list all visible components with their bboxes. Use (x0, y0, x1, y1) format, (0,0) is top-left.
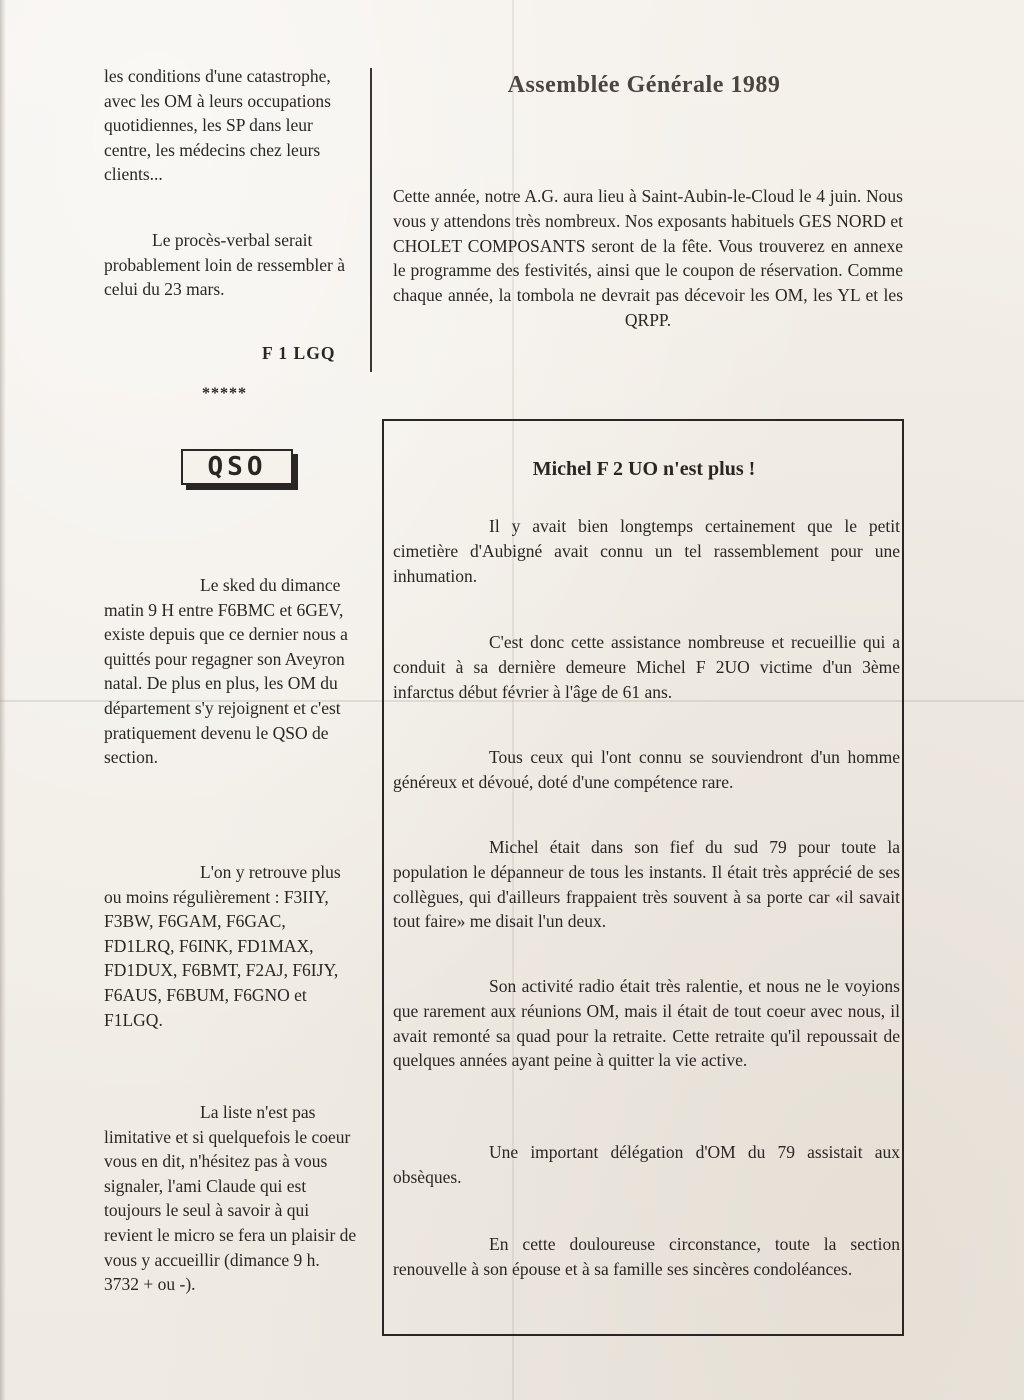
left-proces-verbal-paragraph: Le procès-verbal serait probablement loin de ressembler à celui du 23 mars. (104, 230, 346, 300)
qso-paragraph-callsigns: L'on y retrouve plus ou moins régulièrement : F3IIY, F3BW, F6GAM, F6GAC, FD1LRQ, F6INK, FD1MAX, FD1DUX, F6BMT, F2AJ, F6IJY, F6AUS, F6BUM, F6GNO et F1LGQ. (104, 862, 341, 1030)
left-intro-paragraph: les conditions d'une catastrophe, avec les OM à leurs occupations quotidiennes, les SP dans leur centre, les médecins chez leurs clients... (104, 66, 331, 185)
section-separator: ***** (202, 385, 247, 402)
column-divider (370, 68, 372, 372)
obituary-paragraph: Il y avait bien longtemps certainement que le petit cimetière d'Aubigné avait connu un tel rassemblement pour une inhumation. (393, 516, 900, 586)
obituary-paragraph: Tous ceux qui l'ont connu se souviendront d'un homme généreux et dévoué, doté d'une compétence rare. (393, 747, 900, 792)
assembly-title: Assemblée Générale 1989 (507, 72, 781, 98)
qso-paragraph-sked: Le sked du dimance matin 9 H entre F6BMC et 6GEV, existe depuis que ce dernier nous a quittés pour regagner son Aveyron natal. De plus en plus, les OM du département s'y rejoignent et c'est pratiquement devenu le QSO de section. (104, 575, 348, 768)
obituary-title: Michel F 2 UO n'est plus ! (532, 458, 756, 480)
author-signature: F 1 LGQ (262, 343, 336, 363)
qso-paragraph-invitation: La liste n'est pas limitative et si quelquefois le coeur vous en dit, n'hésitez pas à vous signaler, l'ami Claude qui est toujours le seul à savoir à qui revient le micro se fera un plaisir de vous y accueillir (dimance 9 h. 3732 + ou -). (104, 1102, 357, 1295)
obituary-paragraph: C'est donc cette assistance nombreuse et recueillie qui a conduit à sa dernière demeure Michel F 2UO victime d'un 3ème infarctus début février à l'âge de 61 ans. (393, 632, 900, 702)
obituary-paragraph: En cette douloureuse circonstance, toute la section renouvelle à son épouse et à sa famille ses sincères condoléances. (393, 1234, 900, 1279)
assembly-text: Cette année, notre A.G. aura lieu à Saint-Aubin-le-Cloud le 4 juin. Nous vous y attendons très nombreux. Nos exposants habituels GES NORD et CHOLET COMPOSANTS seront de la fête. Vous trouverez en annexe le programme des festivités, ainsi que le coupon de réservation. Comme chaque année, la tombola ne devrait pas décevoir les OM, les YL et les QRPP. (393, 186, 903, 330)
obituary-paragraph: Son activité radio était très ralentie, et nous ne le voyions que rarement aux réunions OM, mais il était de tout coeur avec nous, il avait remonté sa quad pour la retraite. Cette retraite qu'il repoussait de quelques années ayant peine à quitter la vie active. (393, 976, 900, 1071)
qso-heading: QSO (181, 449, 293, 485)
obituary-paragraph: Une important délégation d'OM du 79 assistait aux obsèques. (393, 1142, 900, 1187)
obituary-paragraph: Michel était dans son fief du sud 79 pour toute la population le dépanneur de tous les instants. Il était très apprécié de ses collègues, qui d'ailleurs frappaient très souvent à sa porte car «il savait tout faire» me disait l'un deux. (393, 837, 900, 932)
